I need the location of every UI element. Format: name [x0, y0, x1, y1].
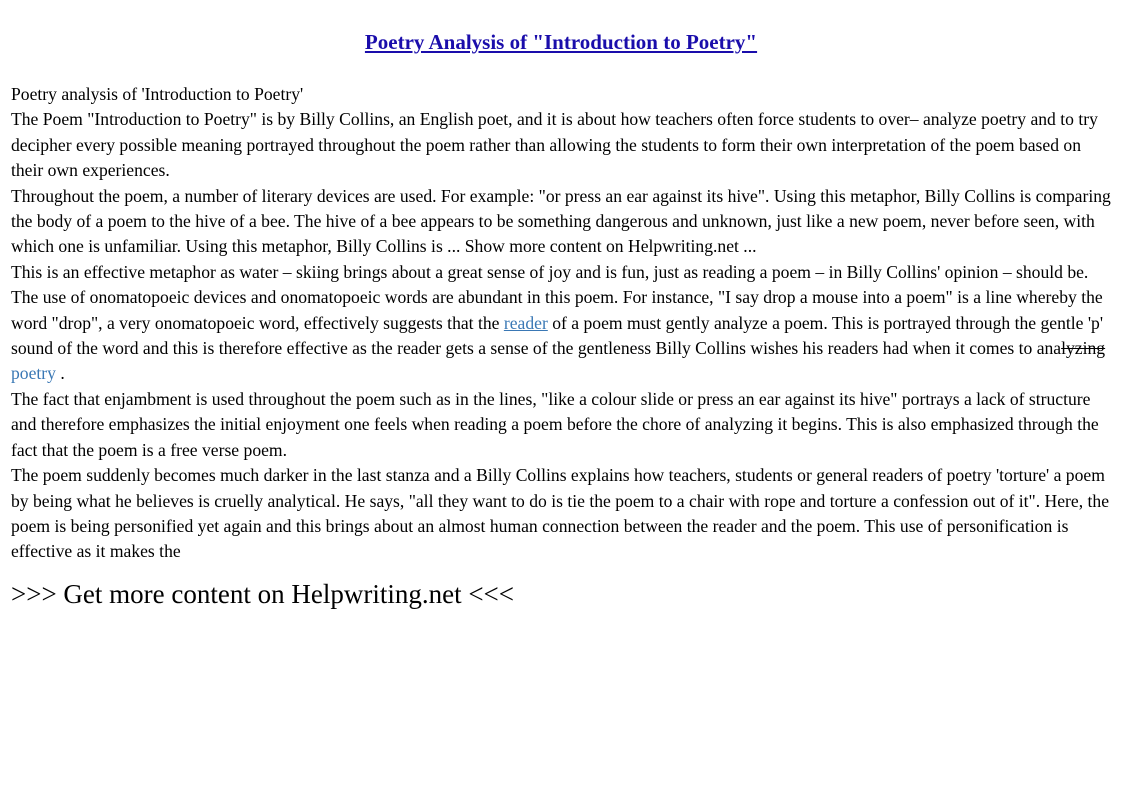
struck-text: lyzing: [1061, 338, 1106, 359]
document-title-link[interactable]: Poetry Analysis of "Introduction to Poetry": [364, 30, 758, 54]
poetry-link[interactable]: poetry: [11, 363, 56, 384]
reader-link[interactable]: reader: [503, 312, 548, 333]
article-body: [11, 82, 1111, 565]
paragraph-water-skiing: This is an effective metaphor as water – skiing brings about a great sense of joy and is fun, just as reading a poem – in Billy Collins' opinion – should be.: [11, 261, 1089, 282]
paragraph-intro: The Poem "Introduction to Poetry" is by Billy Collins, an English poet, and it is about how teachers often force students to over– analyze poetry and to try decipher every possible meaning portrayed throughout the poem rather than allowing the students to form their own interpretation of the poem based on their own experiences.: [11, 109, 1098, 181]
article-heading: Poetry analysis of 'Introduction to Poetry': [11, 84, 304, 104]
paragraph-last-stanza: The poem suddenly becomes much darker in the last stanza and a Billy Collins explains how teachers, students or general readers of poetry 'torture' a poem by being what he believes is cruelly analytical. He says, "all they want to do is tie the poem to a chair with rope and torture a confession out of it". Here, the poem is being personified yet again and this brings about an almost human connection between the reader and the poem. This use of personification is effective as it makes the: [11, 465, 1110, 562]
document-page: [11, 0, 1111, 610]
more-content-banner[interactable]: >>> Get more content on Helpwriting.net <<<: [11, 578, 515, 609]
paragraph-metaphor: Throughout the poem, a number of literary devices are used. For example: "or press an ear against its hive". Using this metaphor, Billy Collins is comparing the body of a poem to the hive of a bee. The hive of a bee appears to be something dangerous and unknown, just like a new poem, never before seen, with which one is unfamiliar. Using this metaphor, Billy Collins is ... Show more content on Helpwriting.net ...: [11, 185, 1111, 257]
paragraph-enjambment: The fact that enjambment is used throughout the poem such as in the lines, "like a colour slide or press an ear against its hive" portrays a lack of structure and therefore emphasizes the initial enjoyment one feels when reading a poem before the chore of analyzing it begins. This is also emphasized through the fact that the poem is a free verse poem.: [11, 388, 1099, 460]
title-container: [11, 30, 1111, 60]
paragraph-onomatopoeia-text-2: of a poem must gently analyze a poem. This is portrayed through the gentle 'p' sound of the word and this is therefore effective as the reader gets a sense of the gentleness Billy Collins wishes his readers had when it comes to ana: [11, 312, 1104, 359]
paragraph-onomatopoeia: [11, 285, 1111, 387]
paragraph-onomatopoeia-text-4: .: [55, 363, 65, 384]
paragraph-onomatopoeia-text-1: The use of onomatopoeic devices and onomatopoeic words are abundant in this poem. For instance, "I say drop a mouse into a poem" is a line whereby the word "drop", a very onomatopoeic word, effectively suggests that the: [11, 287, 1103, 333]
